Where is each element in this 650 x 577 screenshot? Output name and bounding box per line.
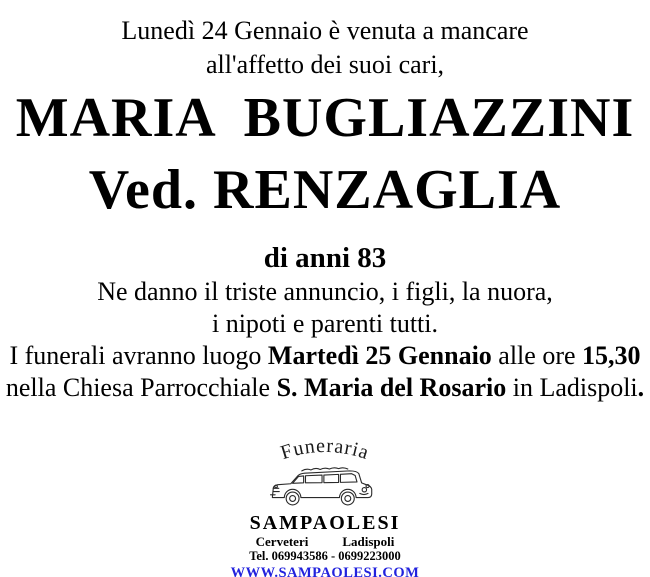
city-ladispoli: Ladispoli bbox=[342, 534, 395, 549]
announcement-line-2: i nipoti e parenti tutti. bbox=[211, 309, 438, 338]
funeral-text: alle ore bbox=[491, 341, 583, 370]
funeraria-logo-graphic bbox=[230, 432, 420, 512]
age-line: di anni 83 bbox=[263, 242, 387, 274]
funeral-text: in Ladispoli bbox=[506, 373, 638, 402]
funeral-church: S. Maria del Rosario bbox=[276, 373, 507, 402]
hearse-icon bbox=[271, 468, 372, 505]
funeral-text: nella Chiesa Parrocchiale bbox=[5, 373, 277, 402]
deceased-name-line-2: Ved. RENZAGLIA bbox=[88, 159, 562, 221]
phone-line: Tel. 069943586 - 0699223000 bbox=[249, 549, 401, 563]
announcement-line-1: Ne danno il triste annuncio, i figli, la nuora, bbox=[97, 277, 553, 306]
deceased-name-line-1: MARIA BUGLIAZZINI bbox=[15, 87, 635, 149]
website-link[interactable]: WWW.SAMPAOLESI.COM bbox=[230, 565, 420, 577]
funeral-details-line-2 bbox=[0, 372, 650, 404]
funeral-text: I funerali avranno luogo bbox=[9, 341, 268, 370]
intro-line-2: all'affetto dei suoi cari, bbox=[205, 50, 445, 79]
funeral-date: Martedì 25 Gennaio bbox=[267, 341, 492, 370]
company-name: SAMPAOLESI bbox=[249, 512, 401, 534]
funeral-time: 15,30 bbox=[582, 341, 641, 370]
funeraria-arc-text: Funeraria bbox=[278, 434, 373, 465]
city-cerveteri: Cerveteri bbox=[255, 534, 309, 549]
funeral-details-line-1 bbox=[0, 340, 650, 372]
intro-line-1: Lunedì 24 Gennaio è venuta a mancare bbox=[121, 16, 529, 45]
company-cities bbox=[0, 534, 650, 549]
funeral-text-period: . bbox=[637, 373, 645, 402]
funeral-home-logo bbox=[0, 432, 650, 577]
